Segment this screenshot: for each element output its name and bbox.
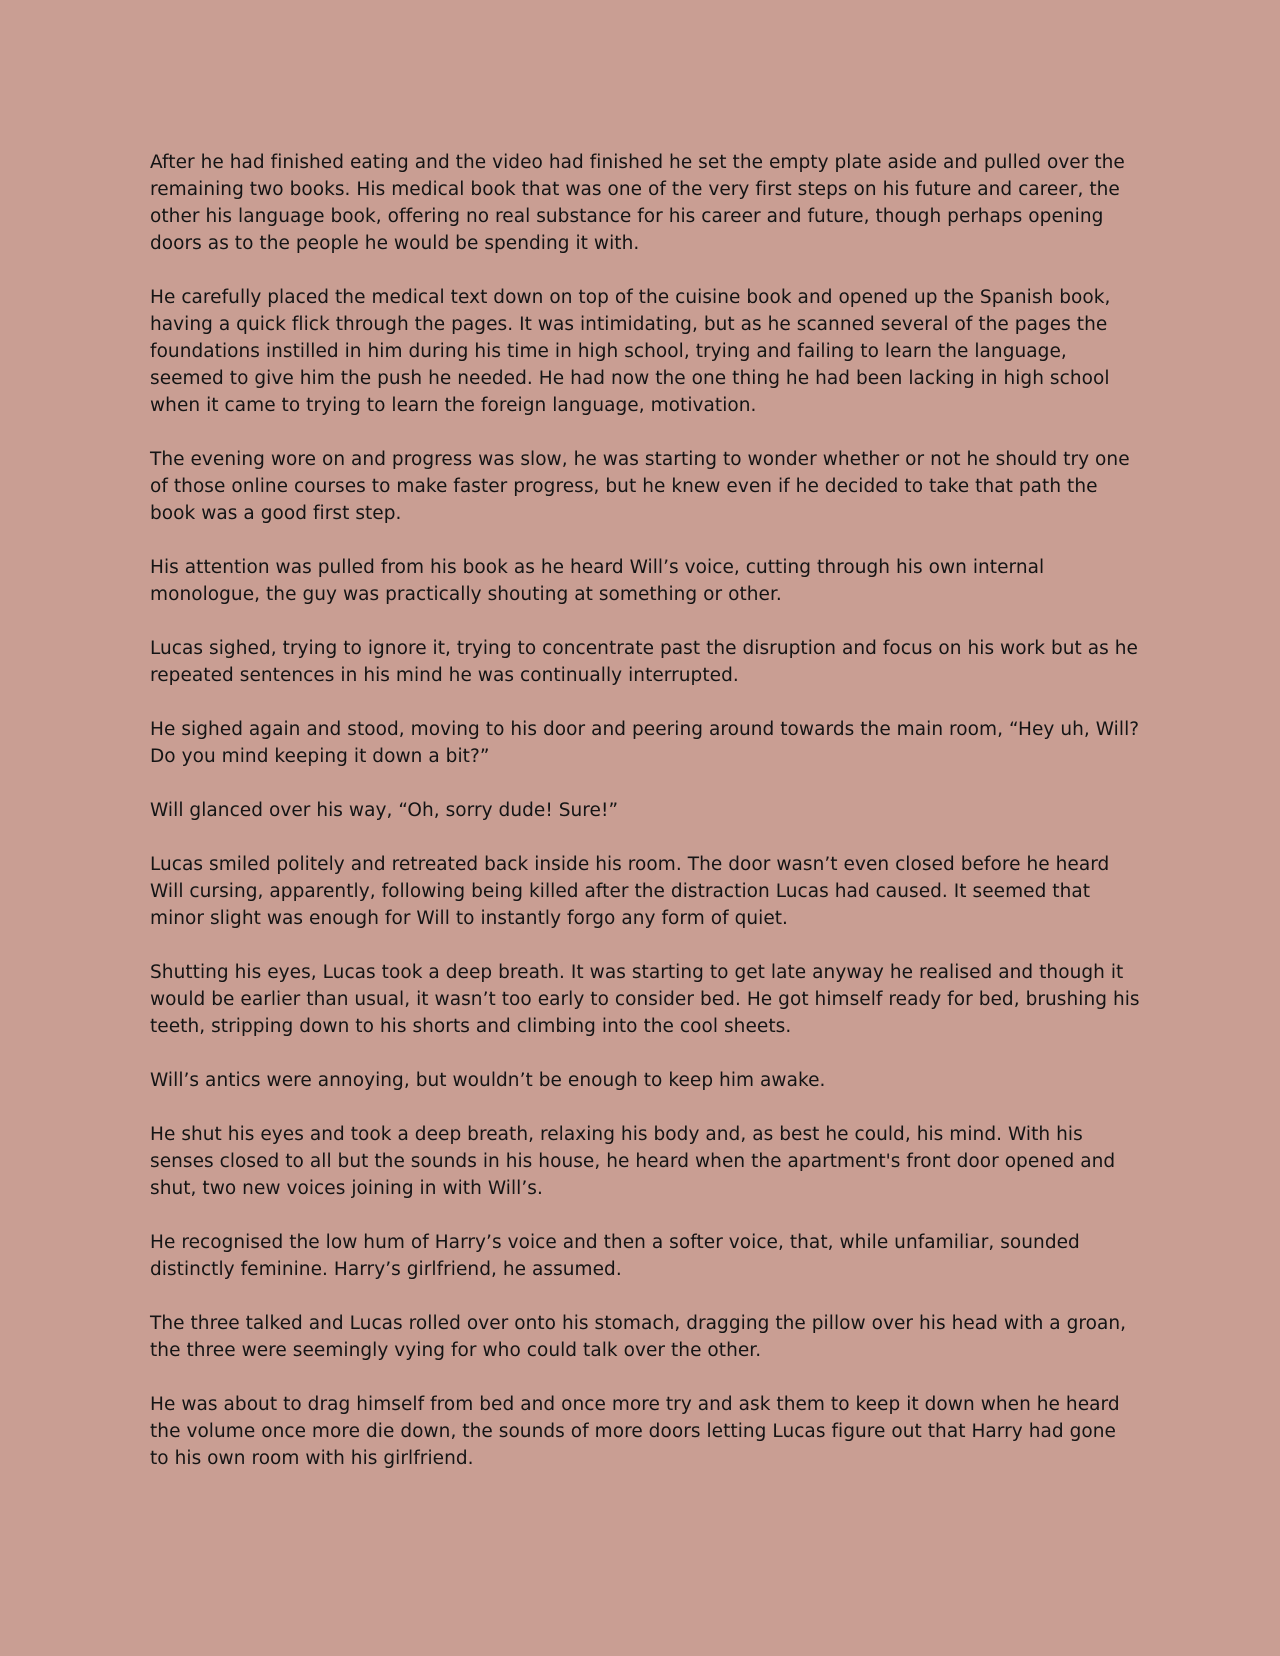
paragraph: The three talked and Lucas rolled over onto his stomach, dragging the pillow over his head with a groan, the three were seemingly vying for who could talk over the other. — [150, 1313, 1127, 1361]
paragraph: Shutting his eyes, Lucas took a deep breath. It was starting to get late anyway he realised and though it would be earlier than usual, it wasn’t too early to consider bed. He got himself ready for bed, brushing his teeth, stripping down to his shorts and climbing into the cool sheets. — [150, 962, 1140, 1037]
paragraph: He shut his eyes and took a deep breath, relaxing his body and, as best he could, his mind. With his senses closed to all but the sounds in his house, he heard when the apartment's front door opened and shut, two new voices joining in with Will’s. — [150, 1124, 1116, 1199]
paragraph: He recognised the low hum of Harry’s voice and then a softer voice, that, while unfamiliar, sounded distinctly feminine. Harry’s girlfriend, he assumed. — [150, 1232, 1080, 1280]
paragraph: He sighed again and stood, moving to his door and peering around towards the main room, “Hey uh, Will? Do you mind keeping it down a bit?” — [150, 719, 1140, 767]
paragraph: After he had finished eating and the video had finished he set the empty plate aside and pulled over the remaining two books. His medical book that was one of the very first steps on his future and career, the other his language book, offering no real substance for his career and future, though perhaps opening doors as to the people he would be spending it with. — [150, 152, 1125, 254]
document-body — [150, 149, 1140, 1472]
paragraph: He carefully placed the medical text down on top of the cuisine book and opened up the Spanish book, having a quick flick through the pages. It was intimidating, but as he scanned several of the pages the foundations instilled in him during his time in high school, trying and failing to learn the language, seemed to give him the push he needed. He had now the one thing he had been lacking in high school when it came to trying to learn the foreign language, motivation. — [150, 287, 1111, 416]
paragraph: Lucas sighed, trying to ignore it, trying to concentrate past the disruption and focus on his work but as he repeated sentences in his mind he was continually interrupted. — [150, 638, 1138, 686]
paragraph: He was about to drag himself from bed and once more try and ask them to keep it down when he heard the volume once more die down, the sounds of more doors letting Lucas figure out that Harry had gone to his own room with his girlfriend. — [150, 1394, 1120, 1469]
paragraph: His attention was pulled from his book as he heard Will’s voice, cutting through his own internal monologue, the guy was practically shouting at something or other. — [150, 557, 1045, 605]
paragraph: Will glanced over his way, “Oh, sorry dude! Sure!” — [150, 800, 619, 821]
paragraph: Will’s antics were annoying, but wouldn’t be enough to keep him awake. — [150, 1070, 826, 1091]
paragraph: The evening wore on and progress was slow, he was starting to wonder whether or not he should try one of those online courses to make faster progress, but he knew even if he decided to take that path the book was a good first step. — [150, 449, 1130, 524]
paragraph: Lucas smiled politely and retreated back inside his room. The door wasn’t even closed before he heard Will cursing, apparently, following being killed after the distraction Lucas had caused. It seemed that minor slight was enough for Will to instantly forgo any form of quiet. — [150, 854, 1110, 929]
